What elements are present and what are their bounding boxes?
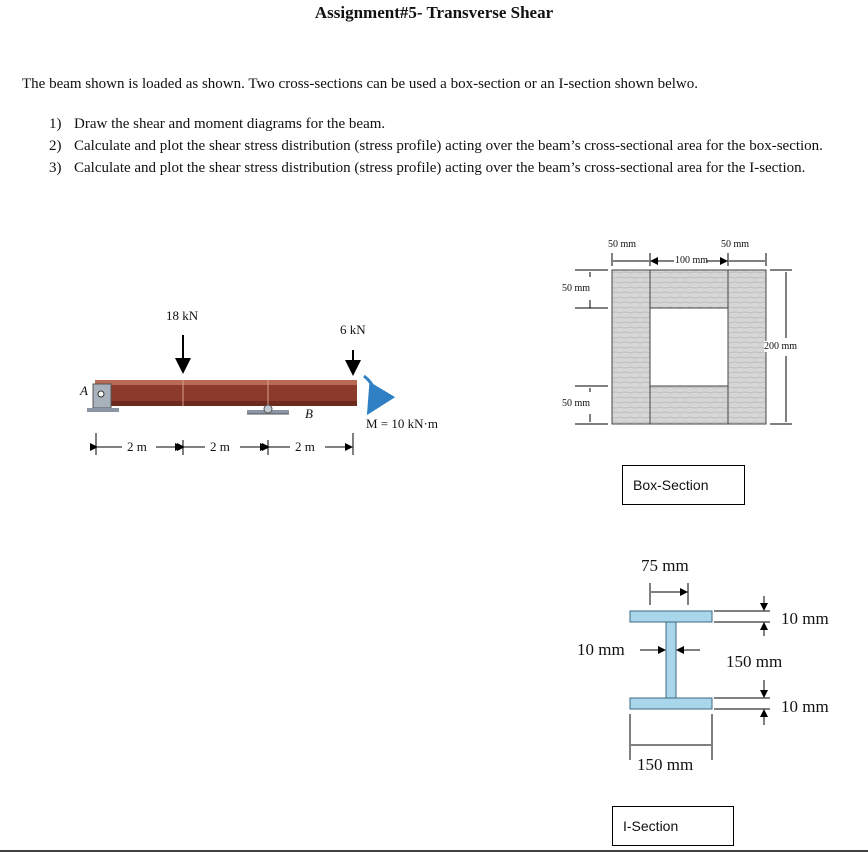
i-dim-width: 150 mm [637, 755, 694, 774]
box-hollow [650, 308, 728, 386]
question-text: Draw the shear and moment diagrams for the beam. [74, 116, 386, 132]
i-dim-flange-bottom: 10 mm [781, 697, 829, 716]
i-dim-web-height: 150 mm [726, 652, 783, 671]
load-label-right: 6 kN [340, 322, 366, 337]
question-number: 1) [49, 116, 62, 132]
i-dim-top: 75 mm [641, 556, 689, 575]
beam-flange-top [95, 380, 357, 385]
question-number: 3) [49, 160, 62, 176]
question-number: 2) [49, 138, 62, 154]
box-dim-top-right: 50 mm [721, 239, 750, 250]
span-label: 2 m [210, 439, 230, 454]
box-section-figure [575, 253, 792, 424]
i-bottom-flange [630, 698, 712, 709]
moment-label: M = 10 kN·m [366, 416, 438, 431]
box-dim-top-mid: 100 mm [675, 255, 709, 266]
box-dim-top-left: 50 mm [608, 239, 637, 250]
load-label-left: 18 kN [166, 308, 199, 323]
roller-support-b [247, 405, 289, 414]
box-dim-height: 200 mm [764, 341, 798, 352]
span-label: 2 m [295, 439, 315, 454]
i-top-flange [630, 611, 712, 622]
moment-arrow [364, 376, 375, 410]
span-label: 2 m [127, 439, 147, 454]
intro-text: The beam shown is loaded as shown. Two cross-sections can be used a box-section or an I-section shown belwo. [22, 76, 699, 92]
support-label-a: A [80, 383, 88, 398]
beam-flange-bottom [95, 401, 357, 406]
page-title: Assignment#5- Transverse Shear [314, 3, 554, 22]
box-dim-left-top: 50 mm [562, 283, 591, 294]
i-dim-web: 10 mm [577, 640, 625, 659]
box-dim-left-bottom: 50 mm [562, 398, 591, 409]
question-text: Calculate and plot the shear stress distribution (stress profile) acting over the beam’s cross-sectional area for the box-section. [74, 138, 823, 154]
beam-figure [87, 335, 375, 455]
box-section-caption: Box-Section [622, 465, 745, 505]
support-label-b: B [305, 406, 313, 421]
i-section-caption: I-Section [612, 806, 734, 846]
question-text: Calculate and plot the shear stress distribution (stress profile) acting over the beam’s cross-sectional area for the I-section. [74, 160, 806, 176]
i-dim-flange-top: 10 mm [781, 609, 829, 628]
i-web [666, 622, 676, 698]
